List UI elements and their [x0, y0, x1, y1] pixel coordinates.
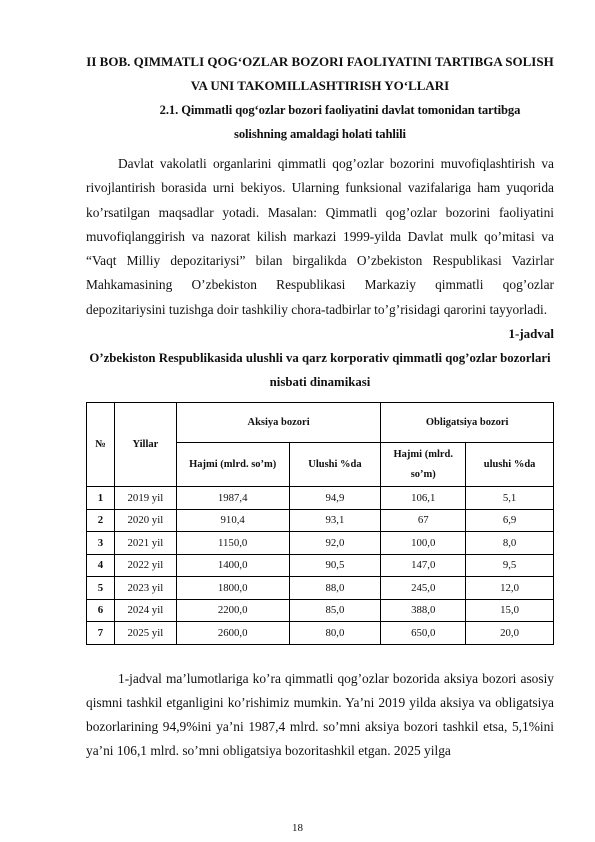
cell-bond-volume: 650,0	[381, 622, 466, 645]
cell-stock-share: 80,0	[289, 622, 381, 645]
cell-bond-volume: 388,0	[381, 599, 466, 622]
cell-year: 2021 yil	[114, 532, 176, 555]
cell-year: 2022 yil	[114, 554, 176, 577]
table-label: 1-jadval	[508, 326, 554, 342]
paragraph-2: 1-jadval ma’lumotlariga ko’ra qimmatli qog’ozlar bozorida aksiya bozori asosiy qismni tashkil etganligini ko’rishimiz mumkin. Ya’ni 2019 yilda aksiya va obligatsiya bozorlarining 94,9%ini ya’ni 1987,4 mlrd. so’mni aksiya bozori tashkil etsa, 5,1%ini ya’ni 106,1 mlrd. so’mni obligatsiya bozoritashkil etgan. 2025 yilga	[86, 670, 554, 759]
cell-year: 2023 yil	[114, 577, 176, 600]
cell-year: 2020 yil	[114, 509, 176, 532]
cell-bond-share: 12,0	[466, 577, 554, 600]
table-row	[87, 622, 554, 645]
header-bond-share: ulushi %da	[466, 443, 554, 487]
header-years: Yillar	[114, 403, 176, 487]
cell-bond-share: 15,0	[466, 599, 554, 622]
chapter-title: II BOB. QIMMATLI QOG‘OZLAR BOZORI FAOLIYATINI TARTIBGA SOLISH VA UNI TAKOMILLASHTIRISH YO‘LLARI	[86, 54, 554, 93]
cell-year: 2025 yil	[114, 622, 176, 645]
cell-num: 4	[87, 554, 115, 577]
cell-num: 1	[87, 487, 115, 510]
header-stock-volume: Hajmi (mlrd. so’m)	[176, 443, 289, 487]
cell-stock-share: 88,0	[289, 577, 381, 600]
cell-stock-share: 94,9	[289, 487, 381, 510]
cell-bond-share: 5,1	[466, 487, 554, 510]
cell-stock-share: 85,0	[289, 599, 381, 622]
cell-bond-volume: 67	[381, 509, 466, 532]
cell-stock-volume: 1800,0	[176, 577, 289, 600]
section-title	[86, 98, 554, 146]
cell-stock-volume: 1400,0	[176, 554, 289, 577]
cell-bond-share: 9,5	[466, 554, 554, 577]
cell-stock-share: 93,1	[289, 509, 381, 532]
cell-stock-share: 90,5	[289, 554, 381, 577]
cell-stock-share: 92,0	[289, 532, 381, 555]
table-row	[87, 577, 554, 600]
cell-num: 2	[87, 509, 115, 532]
cell-bond-volume: 245,0	[381, 577, 466, 600]
cell-num: 5	[87, 577, 115, 600]
paragraph-1: Davlat vakolatli organlarini qimmatli qog’ozlar bozorini muvofiqlashtirish va rivojlantirish borasida urni bekiyos. Ularning funksional vazifalariga ham yuqorida ko’rsatilgan maqsadlar yotadi. Masalan: Qimmatli qog’ozlar bozorini faoliyatini muvofiqlanggirish va nazorat kilish markazi 1999-yilda Davlat mulk qo’mitasi va “Vaqt Milliy depozitariysi” bilan birgalikda O’zbekiston Respublikasi Vazirlar Mahkamasining O’zbekiston Respublikasi Markaziy qimmatli qog’ozlar depozitariysini tuzishga doir tashkiliy chora-tadbirlar to’g’risidagi qarorini tayyorladi.	[86, 156, 554, 317]
table-row	[87, 509, 554, 532]
cell-bond-volume: 100,0	[381, 532, 466, 555]
cell-stock-volume: 1987,4	[176, 487, 289, 510]
section-title-line2: solishning amaldagi holati tahlili	[234, 127, 406, 141]
cell-stock-volume: 1150,0	[176, 532, 289, 555]
cell-bond-share: 20,0	[466, 622, 554, 645]
table-row	[87, 487, 554, 510]
cell-bond-volume: 106,1	[381, 487, 466, 510]
header-stock-share: Ulushi %da	[289, 443, 381, 487]
header-stock-market: Aksiya bozori	[176, 403, 381, 443]
cell-num: 3	[87, 532, 115, 555]
cell-stock-volume: 2200,0	[176, 599, 289, 622]
table-title: O’zbekiston Respublikasida ulushli va qarz korporativ qimmatli qog’ozlar bozorlari nisbati dinamikasi	[89, 351, 551, 390]
cell-bond-volume: 147,0	[381, 554, 466, 577]
cell-bond-share: 8,0	[466, 532, 554, 555]
cell-num: 6	[87, 599, 115, 622]
header-bond-volume: Hajmi (mlrd. so’m)	[381, 443, 466, 487]
cell-stock-volume: 910,4	[176, 509, 289, 532]
section-title-line1: 2.1. Qimmatli qog‘ozlar bozori faoliyatini davlat tomonidan tartibga	[159, 103, 521, 117]
cell-year: 2019 yil	[114, 487, 176, 510]
table-row	[87, 599, 554, 622]
data-table	[86, 402, 554, 645]
table-row	[87, 554, 554, 577]
cell-num: 7	[87, 622, 115, 645]
cell-year: 2024 yil	[114, 599, 176, 622]
page-number: 18	[292, 822, 303, 834]
table-row	[87, 532, 554, 555]
cell-bond-share: 6,9	[466, 509, 554, 532]
document-page	[86, 50, 554, 764]
header-bond-market: Obligatsiya bozori	[381, 403, 554, 443]
cell-stock-volume: 2600,0	[176, 622, 289, 645]
header-num: №	[87, 403, 115, 487]
